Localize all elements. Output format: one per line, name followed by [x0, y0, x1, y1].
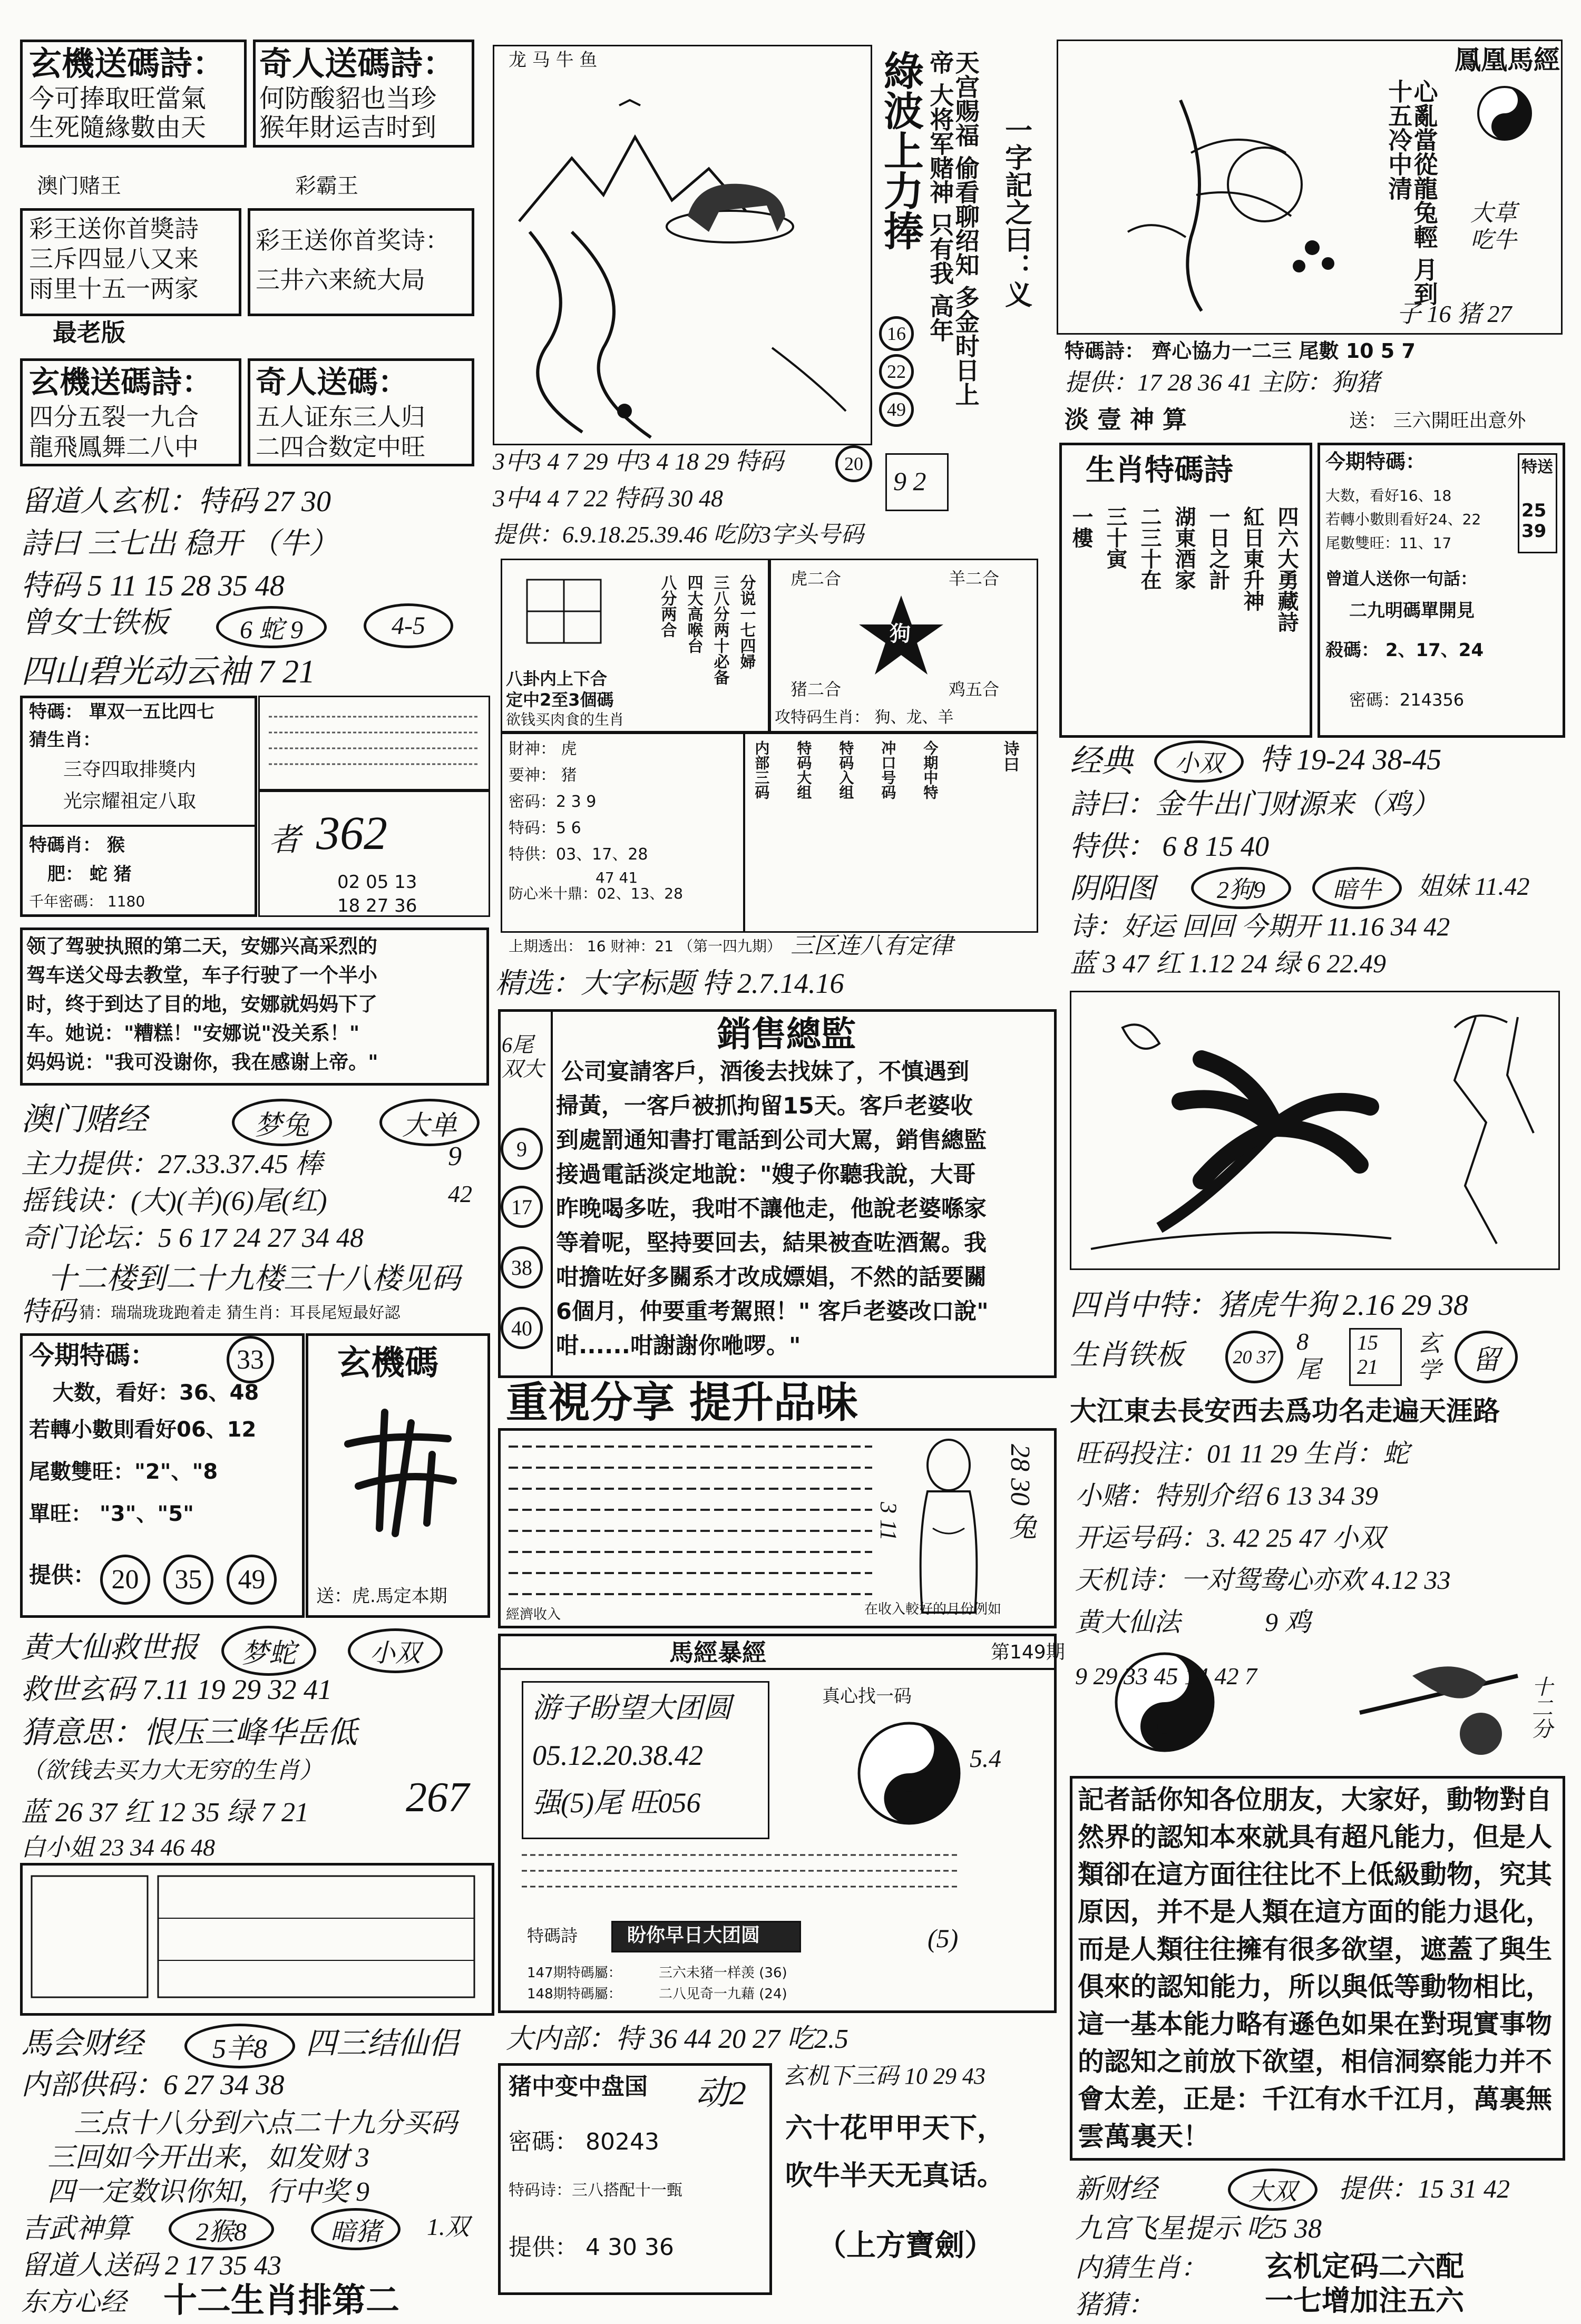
- shangqi-line: 上期透出： 16 财神：21 （第一四九期）: [509, 938, 782, 955]
- para-text: 記者話你知各位朋友，大家好，動物對自然界的認知本來就具有超凡能力，但是人類卻在這方面往往比不上低級動物，究其原因，并不是人類在這方面的能力退化，而是人類往往擁有很多欲望，遮蓋了與生俱來的認知能力，所以與低等動物相比，這一基本能力略有遜色如果在對現實事物的認知之前放下欲望，相信洞察能力并不會太差，正是：千江有水千江月，萬裏無雲萬裏天！: [1078, 1784, 1552, 2152]
- gaokao-text: 盼你早日大团圆: [627, 1925, 760, 1946]
- zuilao-label: 最老版: [53, 318, 125, 347]
- fenghuang-hand: 大草 吃牛: [1470, 200, 1517, 253]
- tieban-8: 8尾: [1296, 1328, 1321, 1383]
- tieban-nums: 15 21: [1357, 1331, 1378, 1379]
- caiwang-box-right: [248, 208, 474, 316]
- xuanji2-line1: 四分五裂一九合: [29, 403, 199, 431]
- story-line1: 领了驾驶执照的第二天，安娜兴高采烈的: [26, 935, 377, 958]
- kaiyun-line: 开运号码：3. 42 25 47 小双: [1075, 1523, 1385, 1552]
- tbl-col-1: 内部三码: [753, 740, 770, 799]
- jingdian-label: 经典: [1070, 744, 1133, 778]
- chuiniu-line: 吹牛半天无真话。: [785, 2160, 1005, 2192]
- sales-n2: 17: [501, 1186, 543, 1228]
- small-ad-graphic: [26, 1871, 485, 2008]
- xuanji-xia: 玄机下三码 10 29 43: [783, 2063, 985, 2089]
- fh-youtian: 淡 壹 神 算: [1065, 405, 1187, 434]
- lvshen-oval-1: 2猴8: [169, 2208, 274, 2250]
- jingdian-oval: 小双: [1154, 740, 1244, 783]
- sanzhong-2: 3中4 4 7 22 特码 30 48: [493, 485, 723, 512]
- qiren2-title: 奇人送碼：: [256, 364, 409, 400]
- majing-issue: 第149期: [991, 1642, 1065, 1663]
- majing-q2: 148期特碼屬：: [527, 1986, 622, 2002]
- zhongshi-left: 3 11: [875, 1502, 902, 1541]
- yinyang-label: 阴阳图: [1070, 873, 1155, 904]
- bagua-col-4: 八分两合: [658, 574, 677, 638]
- palm-tree-drawing: [1075, 996, 1555, 1265]
- ji-wuhe: 鸡五合: [949, 679, 1000, 699]
- star-gou: 狗: [890, 622, 911, 646]
- bagua-col-3: 四大高喉台: [684, 574, 703, 653]
- jr-te-n: 25 39: [1521, 500, 1547, 542]
- xuanjima-scribble: [327, 1391, 474, 1549]
- tbl-heji: 防心米十鼎：02、13、28: [509, 885, 683, 902]
- zhongshi-bottom: 經濟收入: [506, 1607, 561, 1623]
- sanlian-line: 三区连八有定律: [790, 933, 953, 959]
- taiji-nums: 9 29 33 45 14 42 7: [1075, 1663, 1257, 1690]
- tbl-tema: 特码：5 6: [509, 819, 581, 837]
- zeng-oval-2: 4-5: [364, 603, 453, 648]
- qiren2-line1: 五人证东三人归: [256, 403, 425, 431]
- jiushi-line: 救世玄码 7.11 19 29 32 41: [21, 1674, 332, 1705]
- tbl-col-6: 诗曰: [1000, 740, 1019, 772]
- sales-l5: 昨晚喝多咗，我咁不讓他走，他說老婆喺家: [556, 1196, 987, 1222]
- qianfa-line: 摇钱诀：(大)(羊)(6)尾(红): [21, 1186, 327, 1216]
- te-line1: 特碼： 單双一五比四七: [29, 701, 214, 722]
- tieban-liu: 留: [1455, 1331, 1518, 1383]
- jr-song: 曾道人送你一句話：: [1325, 569, 1478, 589]
- zhongshi-small: 在收入較好的月份例如: [864, 1602, 1002, 1617]
- fh-yichu: 送： 三六開旺出意外: [1349, 410, 1526, 432]
- zi16-line: 子 16 猪 27: [1397, 300, 1512, 327]
- shierlou-line: 十二楼到二十九楼三十八楼见码: [47, 1263, 461, 1295]
- qiren-line2: 猴年財运吉时到: [259, 113, 437, 142]
- story-line2: 驾车送父母去教堂，车子行驶了一个半小: [26, 964, 377, 987]
- shen-table-div1: [743, 733, 745, 933]
- sword-fish-drawing: [1349, 1644, 1539, 1760]
- mahui-line: 馬会财经: [21, 2026, 144, 2061]
- lvshen-right: 1.双: [427, 2213, 470, 2240]
- tbl-te2: 特供：03、17、28: [509, 845, 648, 864]
- jinqi-line2: 若轉小數則看好06、12: [29, 1418, 257, 1442]
- sales-n3: 38: [501, 1246, 543, 1288]
- majing-pair: (5): [928, 1923, 959, 1953]
- xiaodu-line: 小赌：特别介绍 6 13 34 39: [1075, 1481, 1378, 1510]
- zhongshi-nums: 28 30 兔: [1004, 1444, 1035, 1540]
- caiba-label: 彩霸王: [295, 174, 358, 198]
- jinqi-n2: 35: [163, 1555, 213, 1605]
- nums-row-b: 18 27 36: [337, 895, 417, 916]
- taiji-icon: [1476, 84, 1534, 142]
- da-neibu: 大内部：特 36 44 20 27 吃2.5: [506, 2024, 849, 2054]
- zhu-erhe: 猪二合: [790, 679, 842, 699]
- qianfa-right: 42: [448, 1180, 472, 1207]
- tegong-line: 特供： 6 8 15 40: [1070, 831, 1269, 862]
- shier-shengxiao: 十二生肖排第二: [163, 2281, 399, 2320]
- sales-side-div: [551, 1009, 553, 1378]
- neibu-line: 内部供码：6 27 34 38: [21, 2069, 285, 2101]
- tianji-line: 天机诗：一对鸳鸯心亦欢 4.12 33: [1075, 1565, 1451, 1595]
- landscape-drawing: [498, 74, 867, 443]
- shiyue-sanqi: 詩曰 三七出 稳开 （牛）: [21, 528, 338, 560]
- yang-erhe: 羊二合: [949, 569, 1000, 589]
- liushi-line: 六十花甲甲天下，: [785, 2113, 1005, 2144]
- mengtu-oval: 梦兔: [232, 1099, 332, 1146]
- huang-oval-1: 梦蛇: [221, 1626, 316, 1676]
- yinyang-num: 5.4: [970, 1745, 1001, 1773]
- tbl-col-4: 冲口号码: [879, 740, 897, 799]
- shangfang-line: （上方寶劍）: [817, 2229, 994, 2263]
- huangdaxian-title: 黄大仙救世报: [21, 1632, 198, 1664]
- tema-cai-small: 猜：瑞瑞珑珑跑着走 猜生肖：耳長尾短最好認: [79, 1304, 401, 1322]
- majing-mid-lines: [522, 1844, 964, 1897]
- story-header-scribble: [264, 701, 485, 785]
- xuanji-line1: 今可捧取旺當氣: [29, 84, 207, 113]
- mahui-oval: 5羊8: [184, 2024, 295, 2068]
- sanhui-line: 三回如今开出来，如发财 3: [47, 2143, 370, 2173]
- liudao-songma: 留道人送码 2 17 35 43: [21, 2251, 282, 2281]
- sx-col-5: 二三十在: [1137, 506, 1162, 590]
- majing-q1: 147期特碼屬：: [527, 1965, 622, 1981]
- majing-ans1: 三六未猪一样羡 (36): [659, 1965, 787, 1981]
- jr-sha: 殺碼： 2、17、24: [1325, 640, 1484, 661]
- jinqi-n3: 49: [227, 1555, 277, 1605]
- sx-col-7: 一樓: [1069, 506, 1093, 548]
- sx-col-6: 三十寅: [1103, 506, 1127, 569]
- youzi-title: 游子盼望大团圆: [532, 1692, 731, 1724]
- te-line6: 肥： 蛇 猪: [47, 864, 132, 885]
- jr-l2: 若轉小數則看好24、22: [1325, 511, 1481, 528]
- xincai-tigong: 提供：15 31 42: [1339, 2174, 1510, 2203]
- jr-l1: 大数，看好16、18: [1325, 487, 1452, 504]
- zhe-char: 者: [269, 823, 300, 857]
- siyi-line: 四一定数识你知，行中奖 9: [47, 2177, 370, 2207]
- bagua-chart: [506, 564, 627, 659]
- zhuli-line: 主力提供：27.33.37.45 棒: [21, 1149, 323, 1179]
- jr-title: 今期特碼：: [1325, 450, 1426, 473]
- dajiang-line: 大江東去長安西去爲功名走遍天涯路: [1070, 1396, 1500, 1427]
- qiming-line: 奇门论坛：5 6 17 24 27 34 48: [21, 1223, 364, 1253]
- shiyun-line: 诗：好运 回回 今期开 11.16 34 42: [1070, 912, 1450, 941]
- story-line5: 妈妈说："我可没谢你，我在感谢上帝。": [26, 1051, 378, 1073]
- jinqi-tigong: 提供：: [29, 1562, 96, 1588]
- gongte-line: 攻特码生肖： 狗、龙、羊: [775, 708, 954, 727]
- xuanji-title: 玄機送碼詩：: [29, 44, 226, 83]
- youzi-nums: 05.12.20.38.42: [532, 1740, 703, 1771]
- sx-col-2: 紅日東升神: [1240, 506, 1264, 611]
- huangdx-num: 9 鸡: [1265, 1607, 1311, 1637]
- jinqi-n1: 20: [100, 1555, 150, 1605]
- yinyang-icon: [854, 1718, 964, 1829]
- zhu-hand: 动2: [696, 2074, 746, 2112]
- zhenxin-label: 真心找一码: [822, 1686, 912, 1707]
- xuanji2-title: 玄機送碼詩：: [29, 364, 213, 400]
- tigong-line: 提供：6.9.18.25.39.46 吃防3字头号码: [493, 522, 864, 548]
- tbl-col-3: 特码入组: [837, 740, 855, 799]
- zhuli-right: 9: [448, 1141, 462, 1171]
- sales-side: 6尾双大: [502, 1033, 544, 1081]
- tieban-label: 生肖铁板: [1070, 1339, 1184, 1371]
- jr-te: 特送: [1521, 458, 1553, 476]
- sales-l1: 公司宴請客戶，酒後去找妹了，不慎遇到: [561, 1059, 969, 1085]
- tbl-caishen: 財神： 虎: [509, 740, 577, 758]
- sanzhong-1: 3中3 4 7 29 中3 4 18 29 特码: [493, 448, 784, 475]
- sales-n1: 9: [501, 1128, 543, 1170]
- tieban-oval: 20 37: [1225, 1331, 1283, 1383]
- bagua-col-1: 分说一七四婦: [737, 574, 756, 669]
- sx-col-3: 一日之計: [1206, 506, 1230, 590]
- lvbo-n1: 16: [879, 316, 914, 351]
- zhu-title: 猪中变中盘国: [509, 2073, 648, 2100]
- aomen-label: 澳门赌王: [37, 174, 121, 198]
- liudaoren-xuanji: 留道人玄机：特码 27 30: [21, 485, 331, 518]
- jr-song2: 二九明碼單開見: [1349, 600, 1475, 621]
- te-divider: [21, 825, 256, 827]
- fh-temashi: 特碼詩： 齊心協力一二三 尾數 10 5 7: [1065, 339, 1416, 363]
- te-line3: 三夺四取排獎内: [63, 759, 197, 780]
- sandian-line: 三点十八分到六点二十九分买码: [74, 2108, 458, 2139]
- caiyi-line: 猜意思：恨压三峰华岳低: [21, 1715, 358, 1750]
- jinqi-line1: 大数，看好：36、48: [53, 1381, 259, 1405]
- tema-cai: 特码: [21, 1297, 76, 1327]
- majing-tema-label: 特碼詩: [527, 1926, 578, 1946]
- jinqi-line3: 尾數雙旺："2"、"8: [29, 1460, 218, 1484]
- fenghuang-poem: 心亂當從龍兔輕 月到十五冷中清: [1384, 79, 1439, 306]
- small-92: 9 2: [893, 466, 926, 496]
- sx-col-4: 湖東酒家: [1172, 506, 1196, 590]
- lvbo-n3: 49: [879, 392, 914, 427]
- zhongshi-title: 重視分享 提升品味: [506, 1378, 858, 1427]
- sales-l4: 接過電話淡定地說："嫂子你聽我說，大哥: [556, 1161, 976, 1188]
- xuanji-dingma: 玄机定码二六配: [1265, 2250, 1464, 2283]
- huangdx-line: 黄大仙法: [1075, 1607, 1180, 1637]
- majing-head: 馬經暴經: [669, 1638, 766, 1667]
- zhu-tigong: 提供： 4 30 36: [509, 2234, 674, 2261]
- lvshen-oval-2: 暗猪: [311, 2208, 401, 2250]
- qiren-line1: 何防酸貂也当珍: [259, 84, 437, 113]
- lan-right: 蓝 3 47 红 1.12 24 绿 6 22.49: [1070, 949, 1386, 978]
- xuanji-line2: 生死隨緣數由天: [29, 113, 207, 142]
- sales-title: 銷售總監: [717, 1013, 856, 1054]
- fenghuang-drawing: [1065, 79, 1381, 321]
- jr-mima: 密碼：214356: [1349, 690, 1465, 710]
- tbl-heji2: 47 41: [596, 869, 638, 886]
- qiren-title: 奇人送碼詩：: [259, 44, 456, 83]
- sanzhong-1-oval: 20: [835, 445, 872, 482]
- tieban-xuan: 玄学: [1418, 1331, 1441, 1383]
- zhongshi-textblock: [503, 1433, 883, 1623]
- fenghuang-title: 鳳凰馬經: [1455, 44, 1560, 75]
- story-line3: 时，终于到达了目的地，安娜就妈妈下了: [26, 993, 377, 1015]
- xuanji2-line2: 龍飛鳳舞二八中: [29, 433, 199, 461]
- bagua-l2: 定中2至3個碼: [506, 690, 614, 710]
- xincai-oval: 大双: [1228, 2169, 1318, 2211]
- zhu-mima: 密碼： 80243: [509, 2128, 659, 2155]
- story-line4: 车。她说："糟糕！"安娜说"没关系！": [26, 1022, 360, 1044]
- caiyi-note: （欲钱去买力大无穷的生肖）: [21, 1757, 323, 1783]
- sales-l2: 掃黃，一客戶被抓拘留15天。客戶老婆收: [556, 1093, 973, 1119]
- jinqi-line4: 單旺： "3"、"5": [29, 1502, 194, 1526]
- dadan-oval: 大单: [379, 1099, 480, 1146]
- sixiao-line: 四肖中特：猪虎牛狗 2.16 29 38: [1070, 1289, 1468, 1322]
- jinqi-title: 今期特碼：: [29, 1341, 156, 1370]
- picture-label: 龙 马 牛 鱼: [509, 50, 598, 71]
- sales-l8: 6個月，仲要重考駕照！" 客戶老婆改口說": [556, 1298, 989, 1325]
- shiyue-jinniu: 詩曰：金牛出门财源来（鸡）: [1070, 788, 1440, 820]
- mahui-tail: 四三结仙侣: [306, 2026, 459, 2061]
- te-line5: 特碼肖： 猴: [29, 835, 125, 856]
- yinyang-oval-1: 2狗9: [1191, 867, 1291, 909]
- bagua-l1: 八卦内上下合: [506, 669, 608, 689]
- sales-l6: 等着呢，堅持要回去，結果被查咗酒駕。我: [556, 1230, 987, 1256]
- hu-erhe: 虎二合: [790, 569, 842, 589]
- lvshen-label: 吉武神算: [21, 2214, 131, 2244]
- dongfang-xinjing: 东方心经: [21, 2287, 126, 2317]
- num362: 362: [316, 807, 387, 860]
- sx-col-1: 四六大勇藏詩: [1274, 506, 1299, 632]
- te-line2: 猜生肖：: [29, 729, 101, 750]
- majing-ans2: 二八见奇一九藉 (24): [659, 1986, 787, 2002]
- xuanjima-note: 送：虎.馬定本期: [316, 1586, 447, 1607]
- jingdian-te: 特 19-24 38-45: [1260, 744, 1442, 776]
- lvbo-title: 綠波上力捧: [877, 50, 924, 250]
- qiren2-line2: 二四合数定中旺: [256, 433, 425, 461]
- yizi-jizhi: 一字記之曰：义: [1000, 116, 1032, 308]
- lvbo-n2: 22: [879, 354, 914, 389]
- tema-line: 特码 5 11 15 28 35 48: [21, 570, 285, 602]
- zeng-oval-1: 6 蛇 9: [216, 606, 327, 648]
- wangma-line: 旺码投注：01 11 29 生肖：蛇: [1075, 1439, 1409, 1468]
- sales-l3: 到處罰通知書打電話到公司大罵，銷售總監: [556, 1127, 987, 1154]
- neicai-label: 内猜生肖：: [1075, 2253, 1207, 2282]
- sales-l7: 咁擔咗好多關系才改成嫖娼，不然的話要關: [556, 1264, 987, 1291]
- jingxuan-line: 精选：大字标题 特 2.7.14.16: [495, 968, 844, 999]
- tbl-mima: 密码：2 3 9: [509, 793, 597, 811]
- caiwang-line1: 彩王送你首獎詩: [29, 214, 199, 243]
- te-line4: 光宗耀祖定八取: [63, 790, 197, 812]
- vertical-hand-words: 天宫赐福 偷看聊绍知 多金时日上帝 大将军赌神 只有我 高年: [926, 50, 980, 407]
- shier-fen: 十二分: [1529, 1676, 1553, 1739]
- sales-n4: 40: [501, 1307, 543, 1349]
- shengxiao-title: 生肖特碼詩: [1086, 453, 1233, 487]
- caiwang-right-line1: 彩王送你首奖诗：: [256, 226, 450, 255]
- tbl-col-2: 特码大组: [795, 740, 813, 799]
- bagua-l3: 欲钱买肉食的生肖: [506, 711, 624, 728]
- tbl-col-5: 今期中特: [921, 740, 939, 799]
- xincai-label: 新财经: [1075, 2174, 1158, 2204]
- te-line7: 千年密碼： 1180: [29, 893, 145, 910]
- sishan-line: 四山碧光动云袖 7 21: [21, 654, 316, 690]
- youzi-tail: 强(5)尾 旺056: [532, 1787, 701, 1819]
- caiwang-line2: 三斥四显八又来: [29, 245, 199, 273]
- yiqi-line: 一七增加注五六: [1265, 2284, 1464, 2317]
- zhu-tema: 特码诗：三八搭配十一甄: [509, 2181, 682, 2200]
- nums-row-a: 02 05 13: [337, 872, 417, 893]
- lan-hong-lv: 蓝 26 37 红 12 35 绿 7 21: [21, 1798, 309, 1828]
- baixiaojie: 白小姐 23 34 46 48: [21, 1834, 215, 1861]
- majing-header-bar: [498, 1668, 1057, 1670]
- sales-l9: 咁......咁謝謝你咃啰。": [556, 1333, 801, 1359]
- bagua-col-2: 三八分两十必备: [710, 574, 729, 685]
- zeng-tieban: 曾女士铁板: [21, 607, 169, 639]
- caiyi-hand: 267: [406, 1774, 469, 1821]
- fh-tigong: 提供：17 28 36 41 主防：狗猪: [1065, 369, 1380, 396]
- huang-oval-2: 小双: [348, 1628, 443, 1673]
- tbl-yao: 要神： 猪: [509, 766, 577, 785]
- caiwang-right-line2: 三井六来統大局: [256, 266, 425, 294]
- xuanjima-title: 玄機碼: [337, 1343, 438, 1383]
- jiugong-line: 九宫飞星提示 吃5 38: [1075, 2214, 1322, 2244]
- yinyang-oval-2: 暗牛: [1312, 867, 1402, 909]
- aomen-dujing: 澳门赌经: [21, 1102, 148, 1137]
- jinqi-num: 33: [227, 1336, 274, 1383]
- guanyin-figure: [896, 1433, 1001, 1623]
- yinyang-tail: 姐妹 11.42: [1418, 873, 1530, 901]
- caiwang-line3: 雨里十五一两家: [29, 275, 199, 303]
- jr-l3: 尾數雙旺：11、17: [1325, 534, 1452, 552]
- zhucai-label: 猪猜：: [1075, 2290, 1154, 2319]
